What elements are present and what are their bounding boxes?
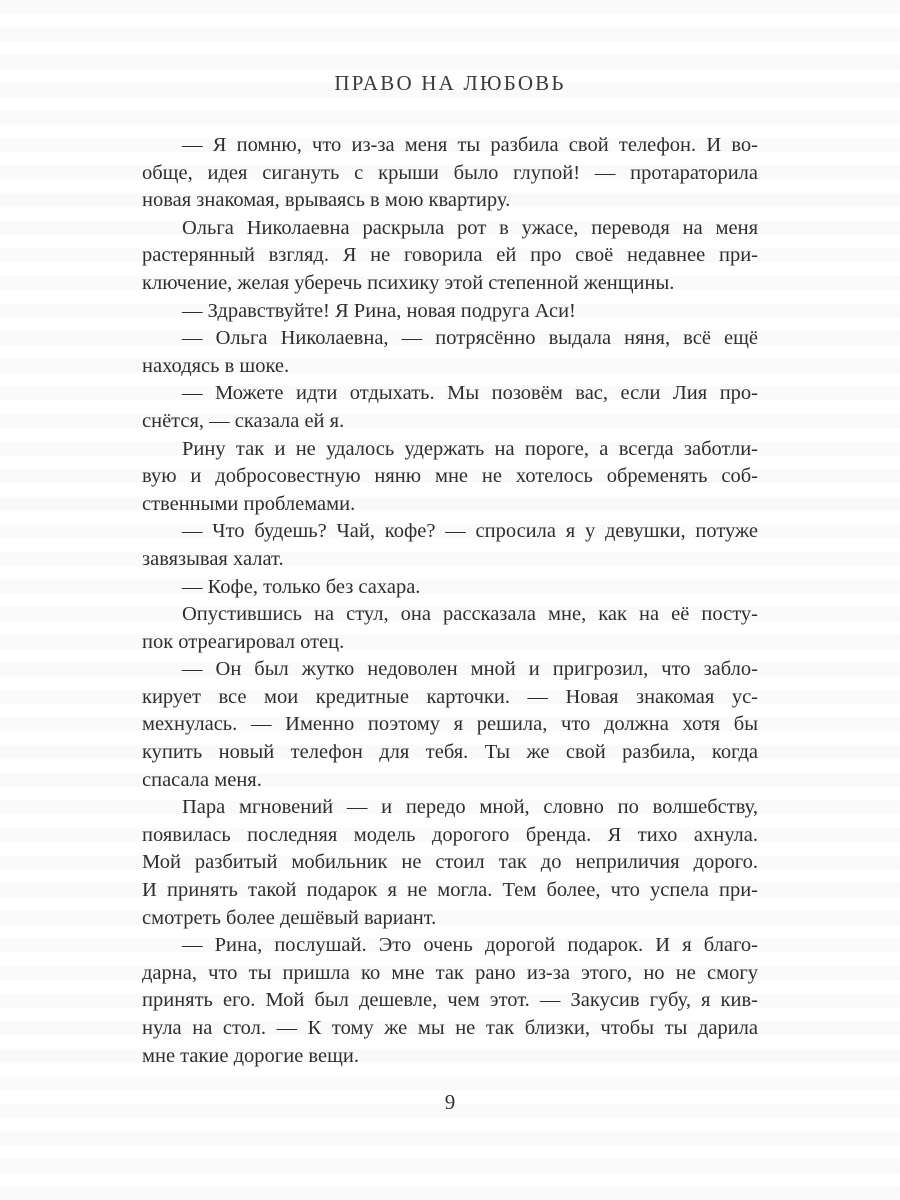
text-line: спасала меня. [142, 768, 262, 791]
text-line: — Ольга Николаевна, — потрясённо выдала няня, всё ещё [182, 327, 758, 350]
paragraph [142, 601, 758, 656]
text-line: находясь в шоке. [142, 354, 290, 377]
text-line: Опустившись на стул, она рассказала мне, как на её посту- [182, 603, 758, 626]
paragraph [142, 132, 758, 215]
paragraph [142, 518, 758, 573]
text-line: Мой разбитый мобильник не стоил так до неприличия дорого. [142, 851, 758, 874]
text-line: дарна, что ты пришла ко мне так рано из-за этого, но не смогу [142, 961, 758, 984]
paragraph [142, 656, 758, 794]
text-line: — Можете идти отдыхать. Мы позовём вас, если Лия про- [182, 382, 758, 405]
text-line: вую и добросовестную няню мне не хотелось обременять соб- [142, 465, 758, 488]
paragraph [142, 215, 758, 298]
paragraph [142, 794, 758, 932]
text-line: — Он был жутко недоволен мной и пригрозил, что забло- [182, 658, 758, 681]
text-line: — Я помню, что из-за меня ты разбила свой телефон. И во- [182, 134, 758, 156]
text-line: пок отреагировал отец. [142, 630, 345, 653]
text-line: — Рина, послушай. Это очень дорогой подарок. И я благо- [182, 934, 758, 957]
text-line: Пара мгновений — и передо мной, словно по волшебству, [182, 796, 758, 819]
text-line: появилась последняя модель дорогого бренда. Я тихо ахнула. [142, 823, 758, 846]
text-line: купить новый телефон для тебя. Ты же свой разбила, когда [142, 741, 758, 764]
text-line: — Что будешь? Чай, кофе? — спросила я у девушки, потуже [182, 520, 758, 543]
text-line: мехнулась. — Именно поэтому я решила, что должна хотя бы [142, 713, 758, 736]
page-number: 9 [444, 1090, 456, 1115]
paragraph [142, 932, 758, 1070]
text-line: новая знакомая, врываясь в мою квартиру. [142, 189, 511, 212]
text-line: ключение, желая уберечь психику этой степенной женщины. [142, 271, 675, 294]
paragraph [142, 325, 758, 380]
text-line: — Здравствуйте! Я Рина, новая подруга Аси! [182, 299, 576, 322]
text-line: снётся, — сказала ей я. [142, 409, 345, 432]
paragraph [142, 574, 758, 602]
text-line: растерянный взгляд. Я не говорила ей про своё недавнее при- [142, 244, 758, 267]
running-title: ПРАВО НА ЛЮБОВЬ [334, 71, 566, 95]
text-line: кирует все мои кредитные карточки. — Новая знакомая ус- [142, 685, 758, 708]
text-line: нула на стол. — К тому же мы не так близки, чтобы ты дарила [142, 1017, 758, 1039]
text-line: смотреть более дешёвый вариант. [142, 906, 437, 929]
text-line: Рину так и не удалось удержать на пороге, а всегда заботли- [182, 437, 758, 460]
text-line: ственными проблемами. [142, 492, 356, 515]
text-line: обще, идея сигануть с крыши было глупой! — протараторила [142, 161, 758, 184]
paragraph [142, 298, 758, 326]
page-body [142, 132, 758, 1070]
text-line: И принять такой подарок я не могла. Тем более, что успела при- [142, 879, 758, 902]
text-line: мне такие дорогие вещи. [142, 1044, 359, 1067]
text-line: завязывая халат. [142, 547, 284, 570]
text-line: — Кофе, только без сахара. [182, 575, 421, 598]
paragraph [142, 436, 758, 519]
text-line: Ольга Николаевна раскрыла рот в ужасе, переводя на меня [182, 216, 758, 239]
paragraph [142, 380, 758, 435]
text-line: принять его. Мой был дешевле, чем этот. — Закусив губу, я кив- [142, 989, 758, 1012]
